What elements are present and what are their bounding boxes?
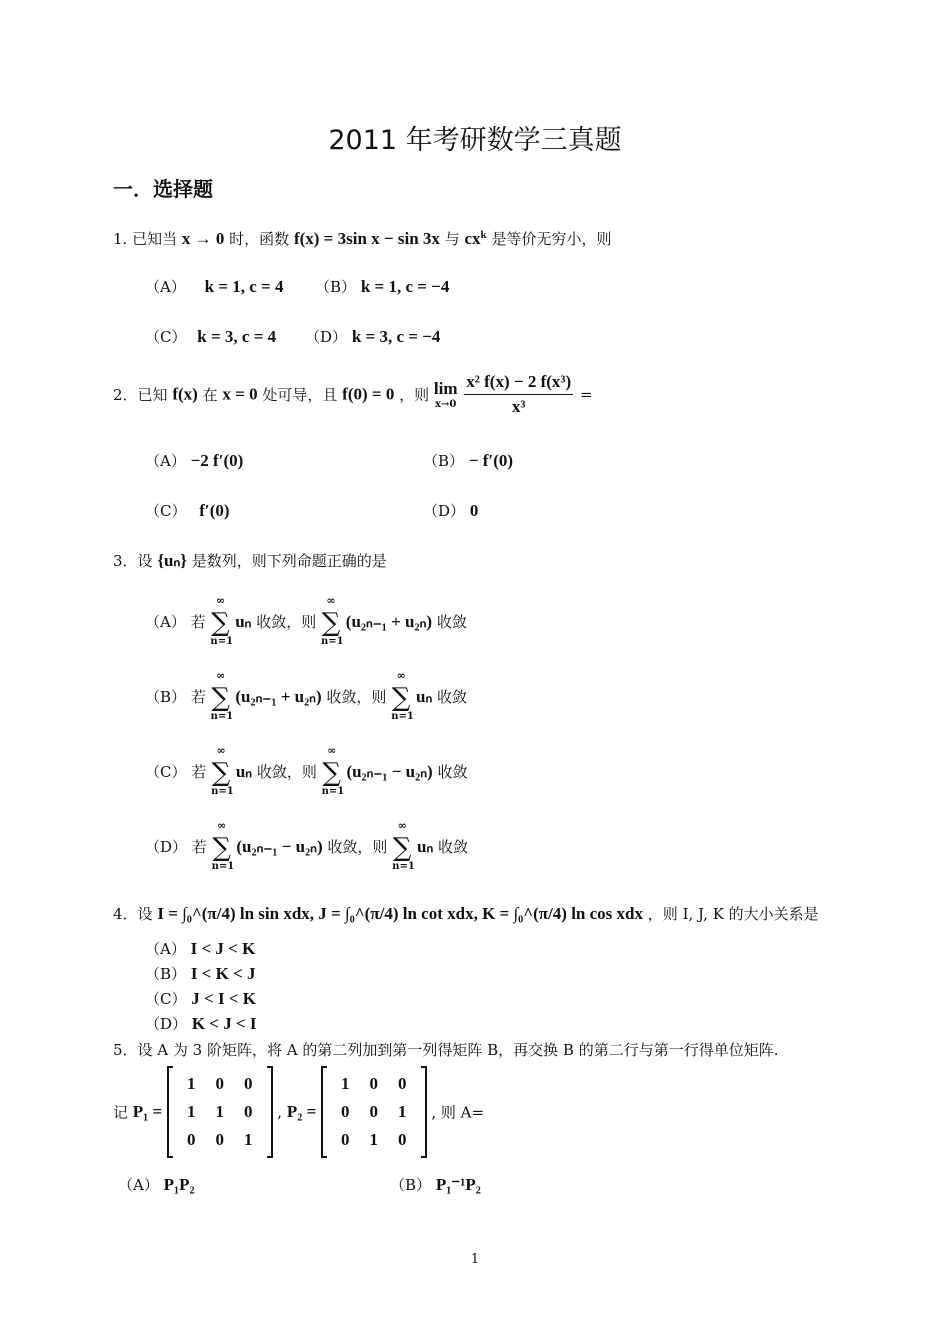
- q5-stem: 5．设 A 为 3 阶矩阵，将 A 的第二列加到第一列得矩阵 B，再交换 B 的第二行与第一行得单位矩阵.: [113, 1041, 779, 1059]
- option-label: （D）: [145, 1015, 188, 1033]
- sum-symbol: ∞ ∑ n=1: [321, 744, 345, 797]
- question-4: [113, 903, 819, 924]
- question-5: [113, 1039, 778, 1060]
- q1-tail: 是等价无穷小，则: [491, 230, 612, 248]
- option-label: （A）: [145, 278, 186, 296]
- series-term: (u₂ₙ₋₁ + u₂ₙ): [235, 687, 322, 706]
- option-label: （A）: [145, 452, 186, 470]
- option-label: （B）: [145, 965, 187, 983]
- option-label: （A）: [145, 940, 186, 958]
- section-heading: 一．选择题: [113, 177, 213, 201]
- page-number: 1: [470, 1252, 480, 1267]
- q3-option-c[interactable]: [145, 744, 468, 797]
- q1-cx: cx: [464, 229, 481, 248]
- q2-option-b[interactable]: [423, 450, 513, 471]
- page-title: 2011 年考研数学三真题: [328, 125, 622, 156]
- option-if: 若: [190, 688, 206, 706]
- q4-tail: ，则 I, J, K 的大小关系是: [647, 905, 819, 923]
- q2-equals: =: [579, 385, 593, 404]
- q1-function: f(x) = 3sin x − sin 3x: [293, 229, 440, 248]
- q5-sep: ,: [277, 1103, 283, 1121]
- option-text: 收敛，则: [256, 763, 317, 781]
- option-expr: P₁P₂: [163, 1175, 195, 1194]
- q1-option-b[interactable]: [315, 276, 449, 297]
- q1-option-a[interactable]: [145, 276, 284, 297]
- series-term: uₙ: [235, 762, 253, 781]
- fraction-numerator: x² f(x) − 2 f(x³): [464, 372, 573, 395]
- option-text: 收敛: [437, 688, 468, 706]
- option-label: （B）: [390, 1176, 432, 1194]
- limit-operator: lim: [433, 379, 458, 398]
- q1-option-d[interactable]: [305, 326, 440, 347]
- series-term: (u₂ₙ₋₁ − u₂ₙ): [346, 762, 433, 781]
- option-expr: k = 3, c = 4: [197, 327, 277, 346]
- q1-k-exponent: k: [480, 229, 487, 241]
- option-text: 收敛，则: [327, 838, 388, 856]
- q2-fx: f(x): [172, 384, 198, 404]
- option-label: （D）: [423, 502, 466, 520]
- option-expr: k = 3, c = −4: [351, 327, 441, 346]
- question-3: [113, 550, 387, 571]
- series-term: (u₂ₙ₋₁ − u₂ₙ): [236, 837, 323, 856]
- p1-label: P₁ =: [132, 1102, 163, 1121]
- option-if: 若: [190, 613, 206, 631]
- q5-option-b[interactable]: [390, 1174, 481, 1195]
- option-expr: 0: [469, 501, 479, 520]
- q2-then: ，则: [399, 386, 430, 404]
- q2-x0: x = 0: [222, 384, 258, 404]
- option-label: （C）: [145, 763, 187, 781]
- option-expr: I < J < K: [190, 939, 256, 958]
- q3-sequence: {uₙ}: [157, 551, 187, 570]
- option-expr: K < J < I: [191, 1014, 257, 1033]
- option-expr: P₁⁻¹P₂: [435, 1175, 481, 1194]
- option-label: （A）: [145, 613, 186, 631]
- limit-subscript: x→0: [435, 399, 457, 410]
- q2-option-a[interactable]: [145, 450, 243, 471]
- q1-condition: x → 0: [181, 229, 225, 248]
- series-term: uₙ: [235, 612, 252, 631]
- option-label: （B）: [423, 452, 465, 470]
- option-expr: k = 1, c = −4: [360, 277, 450, 296]
- option-label: （A）: [118, 1176, 159, 1194]
- series-term: (u₂ₙ₋₁ + u₂ₙ): [345, 612, 433, 631]
- sum-symbol: ∞ ∑ n=1: [392, 819, 415, 872]
- q5-pre: 记: [113, 1103, 129, 1122]
- q2-option-d[interactable]: [423, 500, 478, 521]
- q4-integrals: I = ∫₀^(π/4) ln sin xdx, J = ∫₀^(π/4) ln cot xdx, K = ∫₀^(π/4) ln cos xdx: [157, 904, 644, 923]
- q2-prefix: 2．已知: [113, 386, 168, 404]
- q5-matrices: [113, 1066, 484, 1158]
- option-label: （C）: [145, 502, 187, 520]
- option-label: （C）: [145, 328, 187, 346]
- option-if: 若: [191, 763, 207, 781]
- sum-symbol: ∞ ∑ n=1: [211, 744, 234, 797]
- matrix-p1: 1 0 0 1 1 0 0 0 1: [167, 1066, 273, 1158]
- option-text: 收敛: [437, 763, 468, 781]
- q1-option-c[interactable]: [145, 326, 276, 347]
- q4-option-b[interactable]: [145, 963, 256, 984]
- q5-then: , 则 A=: [431, 1103, 485, 1122]
- q3-option-b[interactable]: [145, 669, 468, 722]
- matrix-p2: 1 0 0 0 0 1 0 1 0: [321, 1066, 427, 1158]
- q1-mid: 时，函数: [229, 230, 290, 248]
- q4-option-c[interactable]: [145, 988, 256, 1009]
- q5-option-a[interactable]: [118, 1174, 195, 1195]
- series-term: uₙ: [415, 687, 433, 706]
- q2-option-c[interactable]: [145, 500, 230, 521]
- sum-symbol: ∞ ∑ n=1: [211, 819, 235, 872]
- option-text: 收敛: [436, 613, 467, 631]
- option-expr: −2 f′(0): [190, 451, 244, 470]
- q2-limit: [434, 379, 458, 410]
- q1-prefix: 1. 已知当: [113, 230, 178, 248]
- option-label: （B）: [145, 688, 187, 706]
- q2-diff: 处可导，且: [262, 386, 338, 404]
- option-expr: f′(0): [199, 501, 230, 520]
- sum-symbol: ∞ ∑ n=1: [391, 669, 414, 722]
- series-term: uₙ: [416, 837, 434, 856]
- option-expr: I < K < J: [190, 964, 256, 983]
- option-label: （D）: [305, 328, 348, 346]
- q2-at: 在: [202, 386, 218, 404]
- p2-label: P₂ =: [286, 1102, 317, 1121]
- question-1: [113, 228, 611, 249]
- q3-tail: 是数列，则下列命题正确的是: [191, 552, 387, 570]
- q2-fraction: [464, 372, 573, 417]
- sum-symbol: ∞ ∑ n=1: [210, 594, 234, 647]
- option-text: 收敛，则: [256, 613, 317, 631]
- option-text: 收敛: [438, 838, 469, 856]
- q4-option-d[interactable]: [145, 1013, 257, 1034]
- option-if: 若: [191, 838, 207, 856]
- option-label: （C）: [145, 990, 187, 1008]
- option-label: （B）: [315, 278, 357, 296]
- sum-symbol: ∞ ∑ n=1: [210, 669, 234, 722]
- option-expr: J < I < K: [191, 989, 256, 1008]
- option-text: 收敛，则: [326, 688, 387, 706]
- q4-prefix: 4．设: [113, 905, 153, 923]
- option-label: （D）: [145, 838, 188, 856]
- q3-option-a[interactable]: [145, 594, 467, 647]
- q1-with: 与: [444, 230, 460, 248]
- q3-prefix: 3．设: [113, 552, 153, 570]
- option-expr: k = 1, c = 4: [204, 277, 284, 296]
- q2-f0: f(0) = 0: [342, 384, 395, 404]
- option-expr: − f′(0): [468, 451, 514, 470]
- fraction-denominator: x³: [511, 397, 526, 416]
- question-2: [113, 372, 593, 417]
- sum-symbol: ∞ ∑ n=1: [321, 594, 344, 647]
- q3-option-d[interactable]: [145, 819, 469, 872]
- q4-option-a[interactable]: [145, 938, 255, 959]
